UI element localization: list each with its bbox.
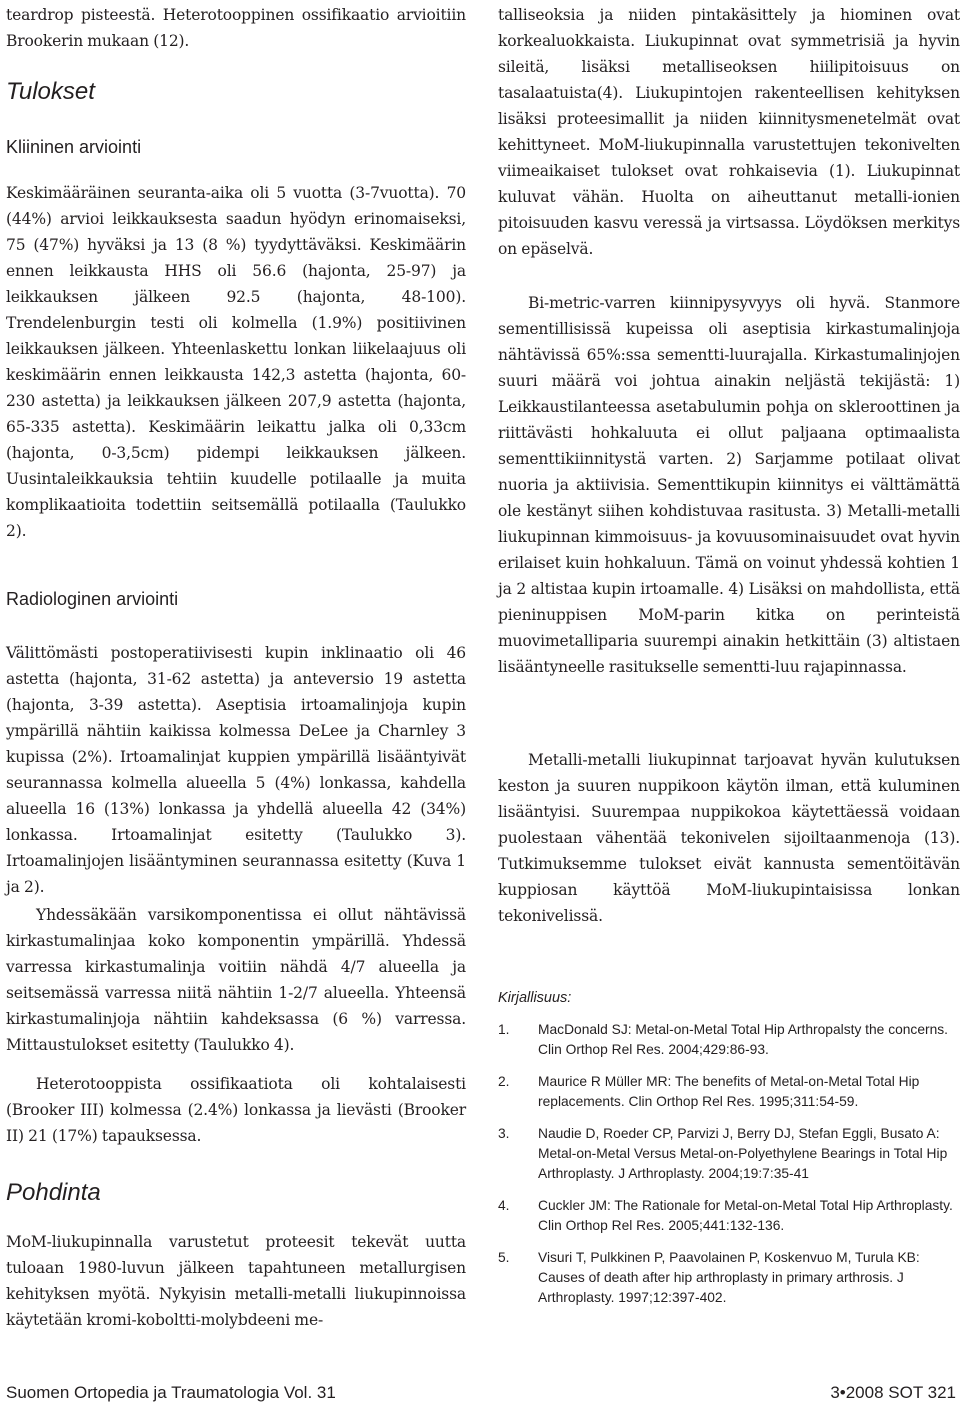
reference-text: Cuckler JM: The Rationale for Metal-on-Metal Total Hip Arthroplasty. Clin Orthop Rel Res. 2005;441:132-136.	[538, 1198, 953, 1233]
heading-pohdinta: Pohdinta	[6, 1179, 101, 1206]
paragraph-radiologinen-2: Yhdessäkään varsikomponentissa ei ollut nähtävissä kirkastumalinjaa koko komponentin ympärillä. Yhdessä varressa kirkastumalinja voitiin nähdä 4/7 alueella ja seitsemässä varressa niitä nähtiin 1-2/7 alueella. Yhteensä kirkastumalinjoja nähtiin kahdeksassa (6 %) varressa. Mittaustulokset esitetty (Taulukko 4).	[6, 906, 466, 1054]
paragraph-radiologinen-1: Välittömästi postoperatiivisesti kupin inklinaatio oli 46 astetta (hajonta, 31-62 astetta) ja anteversio 19 astetta (hajonta, 3-39 astetta). Aseptisia irtoamalinjoja kupin ympärillä nähtiin kaikissa kolmessa DeLee ja Charnley 3 kupissa (2%). Irtoamalinjat kuppien ympärillä lisääntyivät seurannassa kolmella alueella 5 (4%) lonkassa, kahdella alueella 16 (13%) lonkassa ja yhdellä alueella 42 (34%) lonkassa. Irtoamalinjat esitetty (Taulukko 3). Irtoamalinjojen lisääntyminen seurannassa esitetty (Kuva 1 ja 2).	[6, 644, 466, 896]
references-title: Kirjallisuus:	[498, 990, 572, 1006]
reference-text: Naudie D, Roeder CP, Parvizi J, Berry DJ, Stefan Eggli, Busato A: Metal-on-Metal Versus Metal-on-Polyethylene Bearings in Total Hip Arthroplasty. J Arthroplasty. 2004;19:7:35-41	[538, 1126, 948, 1181]
references-section	[498, 988, 960, 1320]
reference-item	[498, 1072, 960, 1112]
paragraph-right-2: Bi-metric-varren kiinnipysyvyys oli hyvä. Stanmore sementillisissä kupeissa oli aseptisia kirkastumalinjoja nähtävissä 65%:ssa sementti-luurajalla. Kirkastumalinjojen suuri määrä voi johtua ainakin neljästä tekijästä: 1) Leikkaustilanteessa asetabulumin pohja on skleroottinen ja riittävästi hohkaluuta ei ollut paljaana optimaalista sementtikiinnitystä varten. 2) Sarjamme potilaat olivat nuoria ja aktiivisia. Sementtikupin kiinnitys ei välttämättä ole kestänyt siihen kohdistuvaa rasitusta. 3) Metalli-metalli liukupinnan kimmoisuus- ja kovuusominaisuudet ovat hyvin erilaiset kuin hohkaluun. Tämä on voinut yhdessä kohtien 1 ja 2 altistaa kupin irtoamalle. 4) Lisäksi on mahdollista, että pieninuppisen MoM-parin kitka on perinteistä muovimetalliparia suurempi ainakin hetkittäin (3) altistaen lisääntyneelle rasitukselle sementti-luu rajapinnassa.	[498, 294, 960, 676]
heading-radiologinen-arviointi: Radiologinen arviointi	[6, 589, 179, 609]
paragraph-right-1: talliseoksia ja niiden pintakäsittely ja hiominen ovat korkealuokkaista. Liukupinnat ovat symmetrisiä ja hyvin sileitä, lisäksi metalliseoksen hiilipitoisuus on tasalaatuista(4). Liukupintojen rakenteellisen kehityksen lisäksi proteesimallit ja niiden kiinnitysmenetelmät ovat kehittyneet. MoM-liukupinnalla varustettujen tekonivelten viimeaikaiset tulokset ovat rohkaisevia (1). Liukupinnat kuluvat vähän. Huolta on aiheuttanut metalli-ionien pitoisuuden kasvu veressä ja virtsassa. Löydöksen merkitys on epäselvä.	[498, 6, 960, 258]
reference-number: 4.	[498, 1198, 510, 1213]
reference-number: 2.	[498, 1074, 510, 1089]
reference-text: Visuri T, Pulkkinen P, Paavolainen P, Koskenvuo M, Turula KB: Causes of death after hip arthroplasty in primary arthrosis. J Arthroplasty. 1997;12:397-402.	[538, 1250, 920, 1305]
reference-number: 1.	[498, 1022, 510, 1037]
heading-tulokset: Tulokset	[6, 78, 95, 105]
reference-item	[498, 1124, 960, 1184]
reference-number: 5.	[498, 1250, 510, 1265]
reference-text: MacDonald SJ: Metal-on-Metal Total Hip Arthropalsty the concerns. Clin Orthop Rel Res. 2004;429:86-93.	[538, 1022, 949, 1057]
reference-item	[498, 1248, 960, 1308]
paragraph-pohdinta: MoM-liukupinnalla varustetut proteesit tekevät uutta tuloaan 1980-luvun jälkeen tapahtuneen metallurgisen kehityksen myötä. Nykyisin metalli-metalli liukupinnoissa käytetään kromi-koboltti-molybdeeni me-	[6, 1233, 466, 1329]
references-list	[498, 1020, 960, 1308]
paragraph-right-3: Metalli-metalli liukupinnat tarjoavat hyvän kulutuksen keston ja suuren nuppikoon käytön ilman, että kuluminen lisääntyisi. Suurempaa nuppikokoa käytettäessä voidaan puolestaan vähentää tekonivelen sijoiltaanmenoja (13). Tutkimuksemme tulokset eivät kannusta sementöitävän kuppiosan käyttöä MoM-liukupintaisissa lonkan tekonivelissä.	[498, 751, 960, 925]
paragraph-kliininen: Keskimääräinen seuranta-aika oli 5 vuotta (3-7vuotta). 70 (44%) arvioi leikkauksesta saadun hyödyn erinomaiseksi, 75 (47%) hyväksi ja 13 (8 %) tyydyttäväksi. Keskimäärin ennen leikkausta HHS oli 56.6 (hajonta, 25-97) ja leikkauksen jälkeen 92.5 (hajonta, 48-100). Trendelenburgin testi oli kolmella (1.9%) positiivinen leikkauksen jälkeen. Yhteenlaskettu lonkan liikelaajuus oli keskimäärin ennen leikkausta 142,3 astetta (hajonta, 60-230 astetta) ja leikkauksen jälkeen 207,9 astetta (hajonta, 65-335 astetta). Keskimäärin leikattu jalka oli 0,33cm (hajonta, 0-3,5cm) pidempi leikkauksen jälkeen. Uusintaleikkauksia tehtiin kuudelle potilaalle ja muita komplikaatioita todettiin seitsemällä potilaalla (Taulukko 2).	[6, 184, 466, 540]
footer-issue-page: 3•2008 SOT 321	[830, 1383, 956, 1402]
reference-text: Maurice R Müller MR: The benefits of Metal-on-Metal Total Hip replacements. Clin Orthop Rel Res. 1995;311:54-59.	[538, 1074, 920, 1109]
reference-item	[498, 1196, 960, 1236]
heading-kliininen-arviointi: Kliininen arviointi	[6, 137, 142, 157]
paragraph-radiologinen-3: Heterotooppista ossifikaatiota oli kohtalaisesti (Brooker III) kolmessa (2.4%) lonkassa ja lievästi (Brooker II) 21 (17%) tapauksessa.	[6, 1075, 466, 1145]
footer-journal-name: Suomen Ortopedia ja Traumatologia Vol. 31	[6, 1383, 336, 1402]
reference-number: 3.	[498, 1126, 510, 1141]
intro-tail-paragraph: teardrop pisteestä. Heterotooppinen ossifikaatio arvioitiin Brookerin mukaan (12).	[6, 6, 466, 50]
reference-item	[498, 1020, 960, 1060]
